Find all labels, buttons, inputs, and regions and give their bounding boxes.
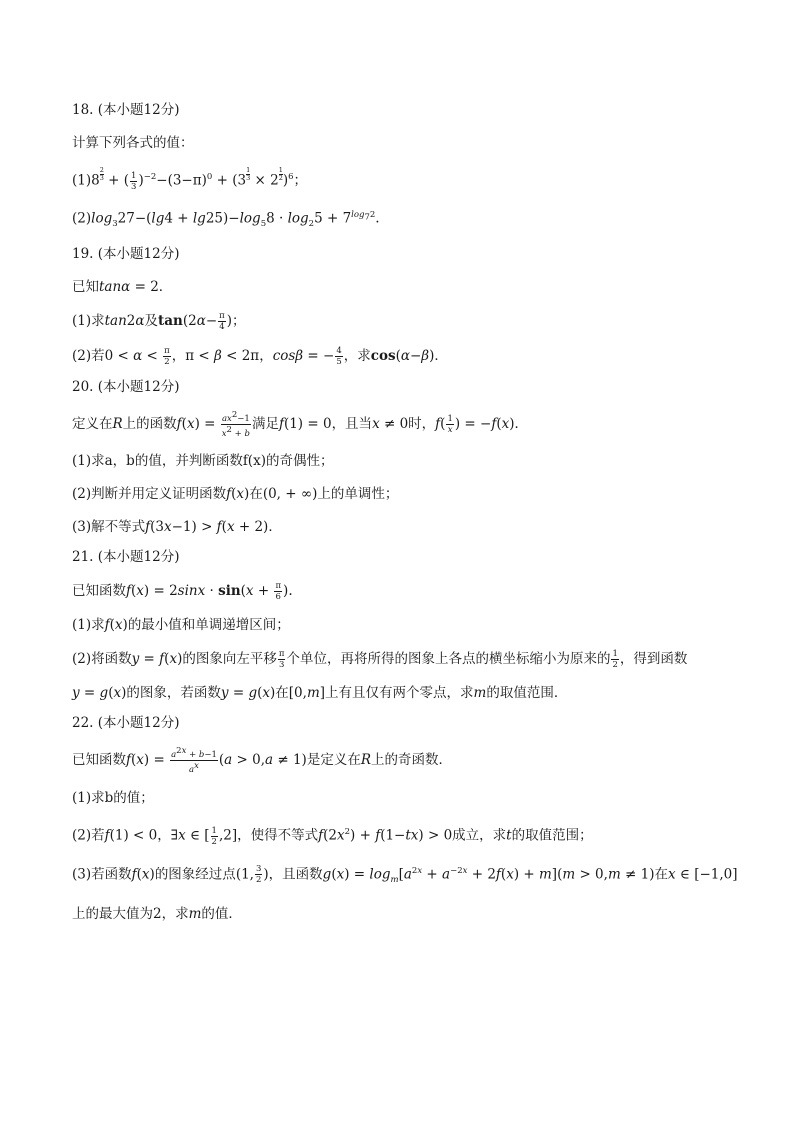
problem-22-intro: 已知函数f(x) = $\frac{a^{2x} + b-1}{a^x}$ (a > 0,a ≠ 1)是定义在R上的奇函数． bbox=[72, 746, 452, 775]
problem-21-part-2: (2)将函数y = f(x)的图象向左平移 $\frac{\pi}{3}$ 个单位，再将所得的图象上各点的横坐标缩小为原来的 $\frac{1}{2}$ ，得到函数 bbox=[72, 649, 688, 671]
problem-19-header: 19. (本小题12分) bbox=[72, 245, 180, 262]
problem-22-header: 22. (本小题12分) bbox=[72, 715, 180, 732]
problem-20-part-3: (3)解不等式f(3x−1) > f(x + 2)． bbox=[72, 519, 282, 536]
problem-21-intro: 已知函数f(x) = 2sinx · sin(x + $\frac{\pi}{6}$ ). bbox=[72, 581, 293, 603]
problem-18-header: 18. (本小题12分) bbox=[72, 102, 180, 118]
problem-19-part-1: (1)求tan2α及tan(2α− $\frac{\pi}{4}$ )； bbox=[72, 310, 246, 332]
problem-20-part-1: (1)求a，b的值，并判断函数f(x)的奇偶性； bbox=[72, 453, 334, 470]
problem-20-part-2: (2)判断并用定义证明函数f(x)在(0, + ∞)上的单调性； bbox=[72, 486, 399, 503]
problem-18-intro: 计算下列各式的值： bbox=[72, 135, 194, 151]
problem-22-part-3-cont: 上的最大值为2，求m的值． bbox=[72, 905, 242, 922]
problem-21-part-2-cont: y = g(x)的图象，若函数y = g(x)在[0,m]上有且仅有两个零点，求m的取值范围． bbox=[72, 685, 568, 702]
problem-22-part-2: (2)若f(1) < 0，∃x ∈ [ $\frac{1}{2}$ ,2]，使得不等式$f(2x^2) + f(1-tx) > 0$成立，求t的取值范围； bbox=[72, 825, 593, 847]
problem-21-part-1: (1)求f(x)的最小值和单调递增区间； bbox=[72, 617, 290, 634]
problem-18-part-2: $(2)\log_327-(\lg 4 + \lg 25)-\log_58 \cdot \log_25 + 7^{log_72}$. bbox=[72, 209, 380, 229]
problem-20-header: 20. (本小题12分) bbox=[72, 378, 180, 395]
problem-21-header: 21. (本小题12分) bbox=[72, 549, 180, 566]
problem-19-part-2: (2)若0 < α < $\frac{\pi}{2}$ ，π < β < 2π，cosβ = − $\frac{4}{5}$ ，求cos(α−β)． bbox=[72, 345, 448, 367]
problem-19-intro: 已知tanα = 2． bbox=[72, 278, 173, 295]
problem-22-part-1: (1)求b的值； bbox=[72, 790, 154, 806]
problem-18-part-1: (1)8 $\frac{2}{3}$ + ( $\frac{1}{3}$ )$^{-2}-(3-\pi)^0 + (3$ $\frac{1}{3}$ × 2 $\frac{1}{2}$ )$^6$； bbox=[72, 165, 308, 192]
problem-20-intro: 定义在R上的函数f(x) = $\frac{ax^2-1}{x^2 + b}$ 满足f(1) = 0，且当x ≠ 0时，f( $\frac{1}{x}$ ) = −f(x)． bbox=[72, 409, 529, 439]
problem-22-part-3: (3)若函数f(x)的图象经过点(1, $\frac{3}{2}$ )，且函数$g(x) = \log_m[a^{2x} + a^{-2x} + 2f(x) + m](m > 0,m \ne 1)$在x ∈ [−1,0] bbox=[72, 864, 738, 885]
exam-page bbox=[72, 100, 738, 924]
